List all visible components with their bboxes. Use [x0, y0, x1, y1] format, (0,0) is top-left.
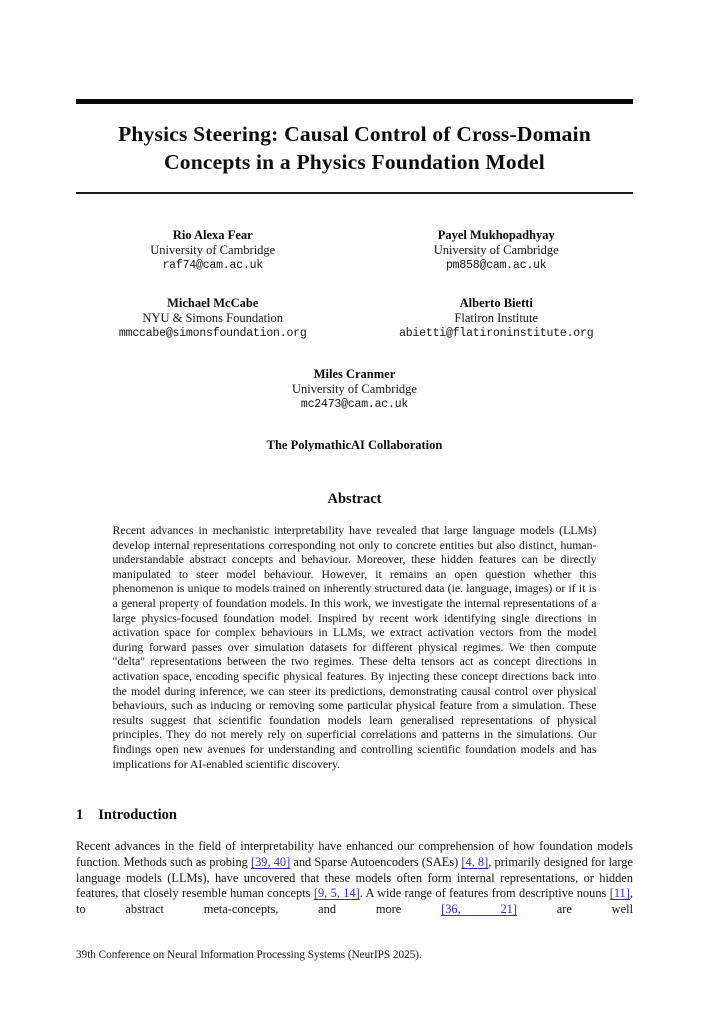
author-name: Alberto Bietti: [459, 296, 533, 310]
author-affiliation: University of Cambridge: [292, 382, 417, 396]
paragraph-text: Recent advances in the field of interpretability have enhanced our comprehension of how foundation models function. Methods such as probing: [76, 839, 633, 869]
citation-link[interactable]: [9, 5, 14]: [313, 886, 360, 901]
paragraph-text: , to abstract meta-concepts, and more: [76, 886, 633, 917]
author-email: mmccabe@simonsfoundation.org: [118, 327, 307, 340]
footnote-conference: 39th Conference on Neural Information Processing Systems (NeurIPS 2025).: [76, 949, 422, 962]
citation-link[interactable]: [4, 8]: [461, 854, 489, 869]
author-affiliation: NYU & Simons Foundation: [142, 311, 284, 325]
title-rule: [76, 192, 633, 194]
abstract-heading: Abstract: [327, 491, 382, 507]
author-entry: [76, 296, 350, 341]
author-entry: [360, 228, 634, 273]
paper-title: Physics Steering: Causal Control of Cross-Domain Concepts in a Physics Foundation Model: [118, 122, 591, 174]
author-name: Payel Mukhopadhyay: [437, 228, 555, 242]
citation-link[interactable]: [36, 21]: [441, 902, 517, 917]
citation-link[interactable]: [11]: [609, 886, 630, 901]
paragraph-text: and Sparse Autoencoders (SAEs): [290, 854, 462, 869]
paragraph-text: are well: [517, 902, 634, 917]
author-email: abietti@flatironinstitute.org: [399, 327, 594, 340]
author-affiliation: University of Cambridge: [150, 243, 276, 257]
abstract-section: [76, 491, 633, 771]
author-email: pm858@cam.ac.uk: [445, 259, 547, 272]
collaboration-line: The PolymathicAI Collaboration: [266, 438, 443, 452]
author-block: [76, 228, 633, 412]
citation-link[interactable]: [39, 40]: [250, 854, 291, 869]
top-rule: [76, 99, 633, 104]
author-entry: [76, 228, 350, 273]
paragraph-text: . A wide range of features from descriptive nouns: [359, 886, 610, 901]
author-name: Miles Cranmer: [313, 367, 396, 381]
author-entry: [76, 367, 633, 412]
paragraph-text: , primarily designed for large language models (LLMs), have uncovered that these models often form internal representations, or hidden features, that closely resemble human concepts: [76, 854, 633, 901]
section-heading-introduction: [76, 807, 633, 824]
author-email: raf74@cam.ac.uk: [162, 259, 264, 272]
section-number: 1: [76, 807, 84, 824]
introduction-paragraph: [76, 839, 633, 918]
abstract-text: Recent advances in mechanistic interpretability have revealed that large language models (LLMs) develop internal representations corresponding not only to concrete entities but also distinct, human-understandable abstract concepts and behaviour. Moreover, these hidden features can be directly manipulated to steer model behaviour. However, it remains an open question whether this phenomenon is unique to models trained on inherently structured data (ie. language, images) or if it is a general property of foundation models. In this work, we investigate the internal representations of a large physics-focused foundation model. Inspired by recent work identifying single directions in activation space for complex behaviours in LLMs, we extract activation vectors from the model during forward passes over simulation datasets for different physical regimes. We then compute "delta" representations between the two regimes. These delta tensors act as concept directions in activation space, encoding specific physical features. By injecting these concept directions back into the model during inference, we can steer its predictions, demonstrating causal control over physical behaviours, such as inducing or removing some particular physical feature from a simulation. These results suggest that scientific foundation models learn generalised representations of physical principles. They do not merely rely on superficial correlations and patterns in the simulations. Our findings open new avenues for understanding and controlling scientific foundation models and has implications for AI-enabled scientific discovery.: [112, 523, 597, 771]
section-title: Introduction: [98, 807, 177, 824]
author-email: mc2473@cam.ac.uk: [300, 398, 409, 411]
author-entry: [360, 296, 634, 341]
author-affiliation: University of Cambridge: [433, 243, 559, 257]
author-name: Rio Alexa Fear: [172, 228, 253, 242]
author-affiliation: Flatiron Institute: [454, 311, 539, 325]
paper-content: [76, 0, 633, 962]
author-name: Michael McCabe: [167, 296, 259, 310]
